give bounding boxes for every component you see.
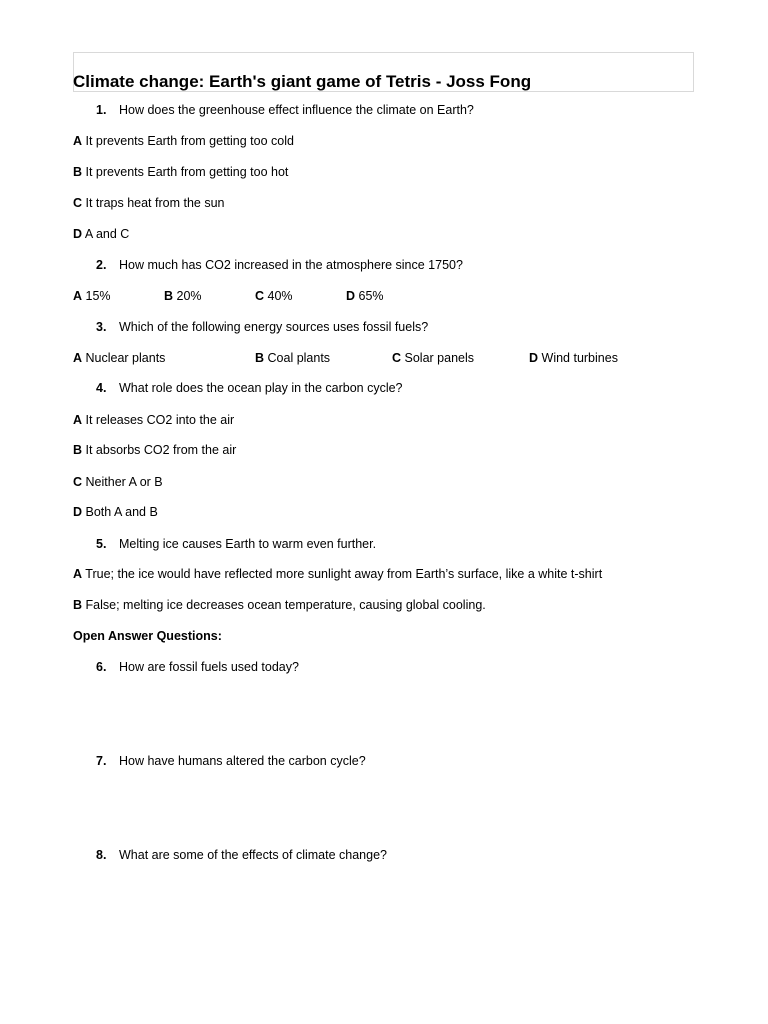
option-text: It prevents Earth from getting too cold bbox=[85, 134, 294, 148]
option-text: Coal plants bbox=[267, 351, 331, 365]
question-1-number: 1. bbox=[96, 103, 107, 117]
question-5-text: Melting ice causes Earth to warm even further. bbox=[119, 537, 377, 551]
question-7-number: 7. bbox=[96, 754, 107, 768]
option-letter: D bbox=[73, 505, 83, 519]
question-4-option-b bbox=[73, 442, 236, 458]
option-letter: A bbox=[73, 567, 83, 581]
option-text: 20% bbox=[176, 289, 202, 303]
option-letter: A bbox=[73, 413, 83, 427]
document-title: Climate change: Earth's giant game of Tetris - Joss Fong bbox=[73, 72, 532, 91]
option-letter: D bbox=[529, 351, 539, 365]
question-3-number: 3. bbox=[96, 320, 107, 334]
option-letter: B bbox=[73, 443, 83, 457]
option-text: Wind turbines bbox=[541, 351, 618, 365]
question-2-text: How much has CO2 increased in the atmosphere since 1750? bbox=[119, 258, 463, 272]
option-text: Neither A or B bbox=[85, 475, 163, 489]
question-5-option-a bbox=[73, 566, 602, 582]
option-letter: B bbox=[164, 289, 174, 303]
question-4-option-a bbox=[73, 412, 234, 428]
option-text: 40% bbox=[267, 289, 293, 303]
option-text: Nuclear plants bbox=[85, 351, 166, 365]
option-text: 15% bbox=[85, 289, 111, 303]
option-letter: B bbox=[73, 165, 83, 179]
question-3-option-d bbox=[529, 350, 618, 366]
option-letter: C bbox=[255, 289, 265, 303]
question-7-text: How have humans altered the carbon cycle? bbox=[119, 754, 366, 768]
option-text: It absorbs CO2 from the air bbox=[85, 443, 237, 457]
question-1-text: How does the greenhouse effect influence the climate on Earth? bbox=[119, 103, 474, 117]
question-3-option-c bbox=[392, 350, 474, 366]
question-1-option-c bbox=[73, 195, 224, 211]
option-text: Both A and B bbox=[85, 505, 158, 519]
option-letter: D bbox=[73, 227, 83, 241]
option-letter: A bbox=[73, 351, 83, 365]
question-6-number: 6. bbox=[96, 660, 107, 674]
question-2-number: 2. bbox=[96, 258, 107, 272]
option-letter: A bbox=[73, 134, 83, 148]
question-6-text: How are fossil fuels used today? bbox=[119, 660, 299, 674]
question-2-option-a bbox=[73, 288, 111, 304]
option-letter: B bbox=[73, 598, 83, 612]
question-2-option-c bbox=[255, 288, 293, 304]
open-answer-heading: Open Answer Questions: bbox=[73, 629, 222, 643]
question-3-option-b bbox=[255, 350, 330, 366]
option-letter: C bbox=[392, 351, 402, 365]
question-4-option-c bbox=[73, 474, 163, 490]
question-2-option-b bbox=[164, 288, 202, 304]
question-1-option-a bbox=[73, 133, 294, 149]
question-3-text: Which of the following energy sources uses fossil fuels? bbox=[119, 320, 429, 334]
option-letter: A bbox=[73, 289, 83, 303]
question-4-option-d bbox=[73, 504, 158, 520]
option-text: It releases CO2 into the air bbox=[85, 413, 235, 427]
question-2-option-d bbox=[346, 288, 384, 304]
option-text: A and C bbox=[84, 227, 130, 241]
option-text: It prevents Earth from getting too hot bbox=[85, 165, 289, 179]
question-5-option-b bbox=[73, 597, 486, 613]
question-4-text: What role does the ocean play in the carbon cycle? bbox=[119, 381, 403, 395]
question-1-option-d bbox=[73, 226, 129, 242]
question-4-number: 4. bbox=[96, 381, 107, 395]
option-letter: B bbox=[255, 351, 265, 365]
option-text: False; melting ice decreases ocean temperature, causing global cooling. bbox=[85, 598, 486, 612]
question-1-option-b bbox=[73, 164, 288, 180]
question-3-option-a bbox=[73, 350, 165, 366]
question-8-text: What are some of the effects of climate change? bbox=[119, 848, 387, 862]
option-letter: C bbox=[73, 475, 83, 489]
option-text: Solar panels bbox=[404, 351, 475, 365]
option-text: True; the ice would have reflected more sunlight away from Earth’s surface, like a white t-shirt bbox=[85, 567, 603, 581]
option-text: It traps heat from the sun bbox=[85, 196, 225, 210]
question-5-number: 5. bbox=[96, 537, 107, 551]
option-letter: D bbox=[346, 289, 356, 303]
question-8-number: 8. bbox=[96, 848, 107, 862]
option-letter: C bbox=[73, 196, 83, 210]
option-text: 65% bbox=[358, 289, 384, 303]
